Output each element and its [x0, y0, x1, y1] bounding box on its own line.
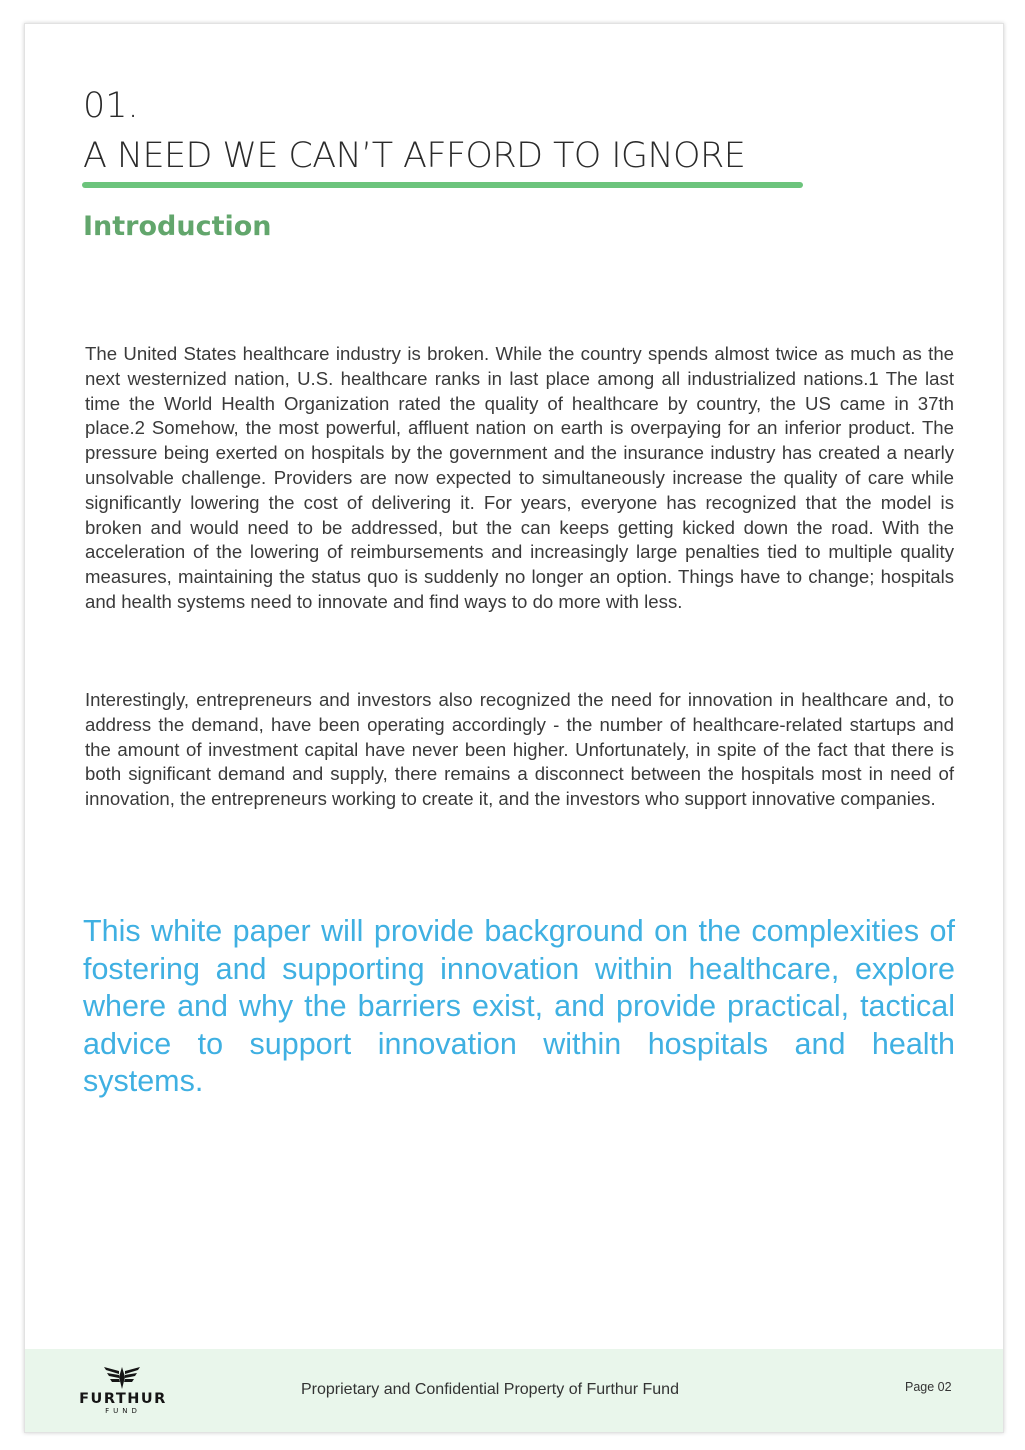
lead-paragraph: This white paper will provide background on the complexities of fostering and supporting innovation within healthcare, explore where and why the barriers exist, and provide practical, tactical advice to support innovation within hospitals and health systems.	[83, 914, 955, 1098]
confidentiality-notice: Proprietary and Confidential Property of Furthur Fund	[301, 1381, 679, 1398]
page-footer	[25, 1349, 1003, 1432]
page-number: Page 02	[905, 1380, 952, 1394]
logo-subtext: FUND	[105, 1407, 141, 1415]
document-page	[24, 23, 1004, 1433]
section-subtitle: Introduction	[83, 211, 272, 242]
body-paragraph-2: Interestingly, entrepreneurs and investors also recognized the need for innovation in healthcare and, to address the demand, have been operating accordingly - the number of healthcare-related startups and the amount of investment capital have never been higher. Unfortunately, in spite of the fact that there is both significant demand and supply, there remains a disconnect between the hospitals most in need of innovation, the entrepreneurs working to create it, and the investors who support innovative companies.	[85, 689, 954, 810]
section-title: A NEED WE CAN’T AFFORD TO IGNORE	[83, 136, 746, 176]
body-paragraph-1: The United States healthcare industry is broken. While the country spends almost twice as much as the next westernized nation, U.S. healthcare ranks in last place among all industrialized nations.1 The last time the World Health Organization rated the quality of healthcare by country, the US came in 37th place.2 Somehow, the most powerful, affluent nation on earth is overpaying for an inferior product. The pressure being exerted on hospitals by the government and the insurance industry has created a nearly unsolvable challenge. Providers are now expected to simultaneously increase the quality of care while significantly lowering the cost of delivering it. For years, everyone has recognized that the model is broken and would need to be addressed, but the can keeps getting kicked down the road. With the acceleration of the lowering of reimbursements and increasingly large penalties tied to multiple quality measures, maintaining the status quo is suddenly no longer an option. Things have to change; hospitals and health systems need to innovate and find ways to do more with less.	[85, 343, 954, 612]
logo-wordmark: FURTHUR	[79, 1391, 167, 1407]
title-underline	[82, 182, 803, 188]
wing-emblem-icon	[102, 1365, 142, 1391]
furthur-fund-logo	[65, 1365, 179, 1421]
section-number: 01.	[83, 86, 139, 126]
